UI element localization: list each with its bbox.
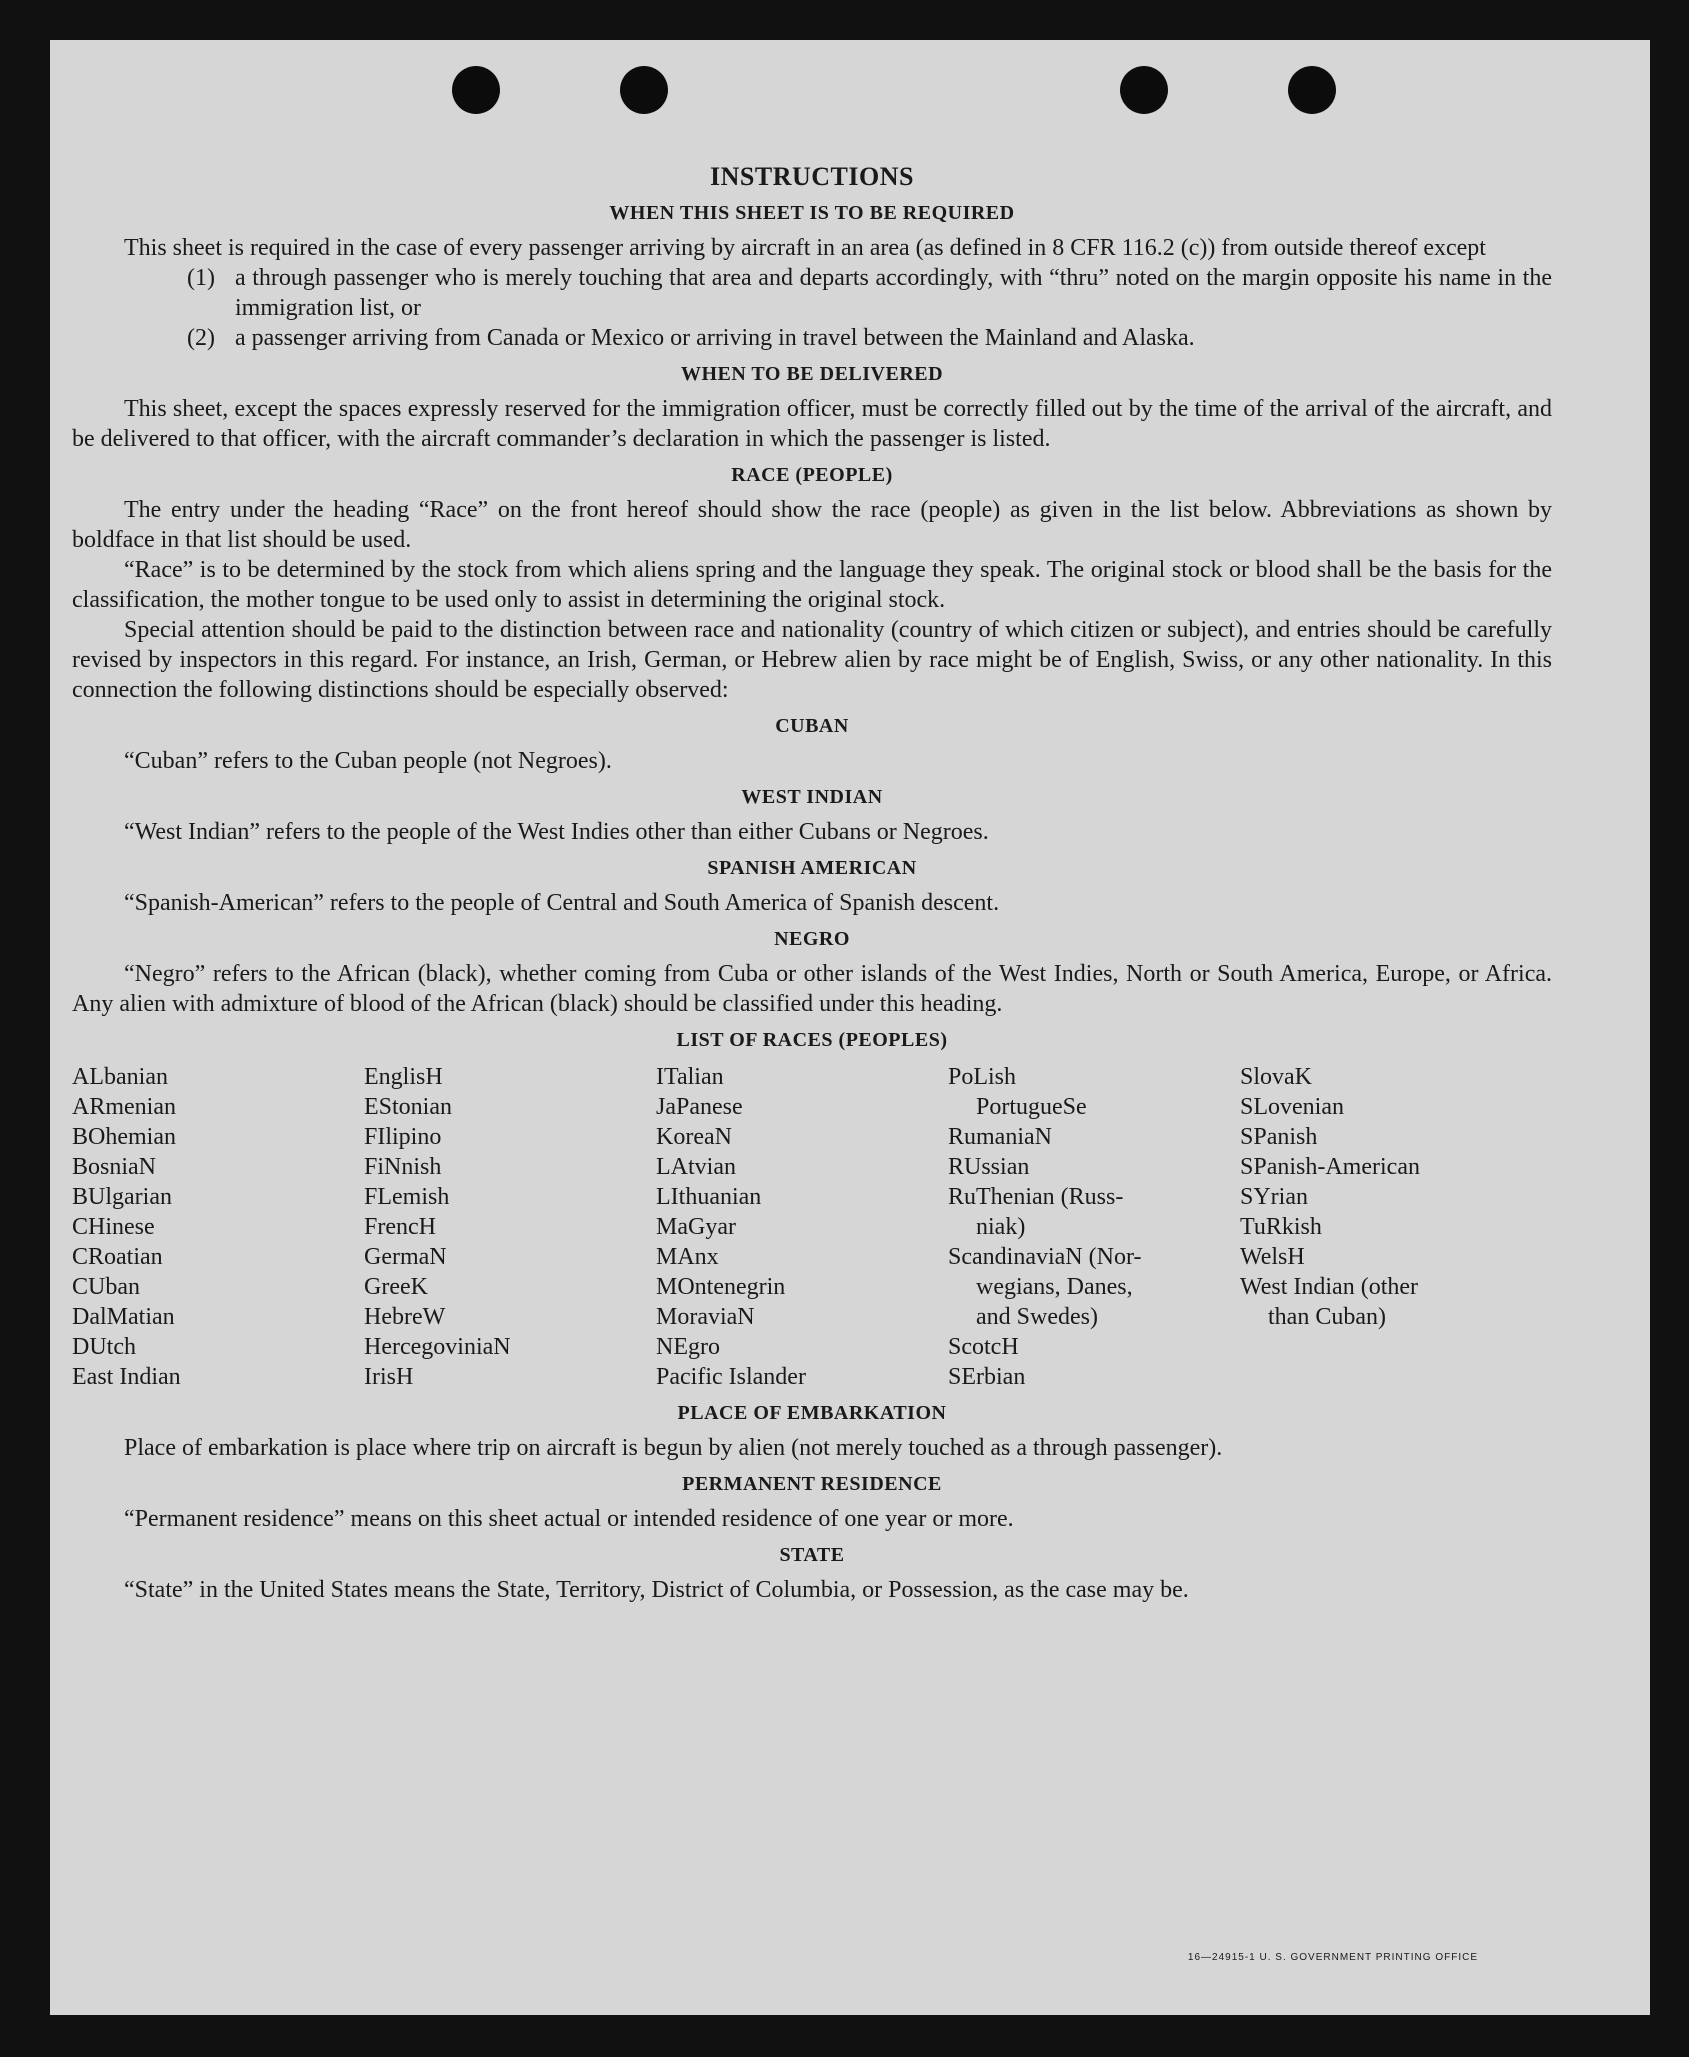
document-sheet [50,40,1650,2015]
race-entry: ALbanian [72,1064,168,1090]
race-entry-continuation: than Cuban) [1268,1304,1386,1330]
race-entry: RuThenian (Russ- [948,1184,1124,1210]
race-entry: TuRkish [1240,1214,1322,1240]
race-entry: DalMatian [72,1304,175,1330]
punch-hole [452,66,500,114]
cuban-heading: CUBAN [775,715,849,737]
race-entry: HebreW [364,1304,446,1330]
race-entry: RUssian [948,1154,1030,1180]
race-entry: DUtch [72,1334,136,1360]
race-entry: SErbian [948,1364,1026,1390]
races-column [656,1062,948,1392]
race-entry-continuation: niak) [976,1214,1026,1240]
race-entry-continuation: wegians, Danes, [976,1274,1133,1300]
exception-item [187,263,1552,323]
race-entry: SlovaK [1240,1064,1312,1090]
punch-hole [1120,66,1168,114]
when-required-heading: WHEN THIS SHEET IS TO BE REQUIRED [609,202,1015,224]
race-entry: West Indian (other [1240,1274,1419,1300]
race-entry: GreeK [364,1274,428,1300]
race-entry: HercegoviniaN [364,1334,511,1360]
printing-office-footer: 16—24915-1 U. S. GOVERNMENT PRINTING OFFICE [1187,1952,1478,1963]
race-entry: BUlgarian [72,1184,172,1210]
race-entry: JaPanese [656,1094,743,1120]
exception-number: (1) [187,265,215,291]
race-entry: BOhemian [72,1124,176,1150]
race-entry: CUban [72,1274,140,1300]
when-required-intro: This sheet is required in the case of every passenger arriving by aircraft in an area (as defined in 8 CFR 116.2 (c)) from outside thereof except [124,235,1486,261]
west-indian-heading: WEST INDIAN [741,786,883,808]
race-entry: SPanish-American [1240,1154,1420,1180]
races-list-heading: LIST OF RACES (PEOPLES) [676,1029,948,1051]
race-paragraph: “Race” is to be determined by the stock from which aliens spring and the language they speak. The original stock or blood shall be the basis for the classification, the mother tongue to be used only to assist in determining the original stock. [72,557,1552,613]
race-entry: SYrian [1240,1184,1308,1210]
negro-heading: NEGRO [774,928,850,950]
exception-text: a passenger arriving from Canada or Mexico or arriving in travel between the Mainland and Alaska. [235,325,1195,351]
cuban-text: “Cuban” refers to the Cuban people (not Negroes). [124,748,612,774]
race-entry: Pacific Islander [656,1364,806,1390]
race-entry-continuation: and Swedes) [976,1304,1098,1330]
residence-text: “Permanent residence” means on this sheet actual or intended residence of one year or more. [124,1506,1014,1532]
race-entry: MoraviaN [656,1304,755,1330]
races-list [72,1062,1552,1392]
page-title: INSTRUCTIONS [710,162,914,191]
race-entry: EnglisH [364,1064,443,1090]
exception-item [187,323,1552,353]
spanish-american-text: “Spanish-American” refers to the people of Central and South America of Spanish descent. [124,890,1000,916]
west-indian-text: “West Indian” refers to the people of the West Indies other than either Cubans or Negroes. [124,819,989,845]
races-column [364,1062,656,1392]
race-entry: SPanish [1240,1124,1318,1150]
races-column [948,1062,1240,1392]
race-entry: FiNnish [364,1154,442,1180]
state-text: “State” in the United States means the State, Territory, District of Columbia, or Possession, as the case may be. [124,1577,1189,1603]
race-paragraph: Special attention should be paid to the distinction between race and nationality (country of which citizen or subject), and entries should be carefully revised by inspectors in this regard. For instance, an Irish, German, or Hebrew alien by race might be of English, Swiss, or any other nationality. In this connection the following distinctions should be especially observed: [72,617,1552,703]
race-entry: East Indian [72,1364,181,1390]
embarkation-text: Place of embarkation is place where trip on aircraft is begun by alien (not merely touched as a through passenger). [124,1435,1223,1461]
race-entry: FLemish [364,1184,450,1210]
residence-heading: PERMANENT RESIDENCE [682,1473,942,1495]
race-entry: GermaN [364,1244,447,1270]
race-entry: ARmenian [72,1094,176,1120]
negro-text: “Negro” refers to the African (black), whether coming from Cuba or other islands of the West Indies, North or South America, Europe, or Africa. Any alien with admixture of blood of the African (black) should be classified under this heading. [72,961,1552,1017]
race-entry: MAnx [656,1244,719,1270]
race-entry: EStonian [364,1094,452,1120]
exception-text: a through passenger who is merely touching that area and departs accordingly, with “thru” noted on the margin opposite his name in the immigration list, or [235,265,1552,321]
state-heading: STATE [779,1544,845,1566]
race-entry: NEgro [656,1334,720,1360]
instructions-content [72,162,1552,1605]
race-entry: ITalian [656,1064,724,1090]
races-column [1240,1062,1532,1392]
race-entry: SLovenian [1240,1094,1344,1120]
exception-number: (2) [187,325,215,351]
race-entry: RumaniaN [948,1124,1052,1150]
race-entry: FIlipino [364,1124,442,1150]
race-entry: FrencH [364,1214,436,1240]
punch-hole [1288,66,1336,114]
race-entry: KoreaN [656,1124,732,1150]
race-entry: BosniaN [72,1154,156,1180]
race-paragraph: The entry under the heading “Race” on the front hereof should show the race (people) as given in the list below. Abbreviations as shown by boldface in that list should be used. [72,497,1552,553]
race-heading: RACE (PEOPLE) [731,464,893,486]
race-entry: IrisH [364,1364,414,1390]
race-entry: MOntenegrin [656,1274,786,1300]
race-entry: CRoatian [72,1244,163,1270]
when-delivered-heading: WHEN TO BE DELIVERED [680,363,944,385]
race-entry-continuation: PortugueSe [976,1094,1087,1120]
race-entry: ScandinaviaN (Nor- [948,1244,1142,1270]
race-entry: WelsH [1240,1244,1305,1270]
races-column [72,1062,364,1392]
when-delivered-text: This sheet, except the spaces expressly reserved for the immigration officer, must be correctly filled out by the time of the arrival of the aircraft, and be delivered to that officer, with the aircraft commander’s declaration in which the passenger is listed. [72,396,1552,452]
race-entry: PoLish [948,1064,1017,1090]
embarkation-heading: PLACE OF EMBARKATION [677,1402,947,1424]
spanish-american-heading: SPANISH AMERICAN [707,857,917,879]
race-entry: CHinese [72,1214,155,1240]
punch-hole [620,66,668,114]
race-entry: LAtvian [656,1154,736,1180]
race-entry: MaGyar [656,1214,736,1240]
race-entry: ScotcH [948,1334,1019,1360]
race-entry: LIthuanian [656,1184,762,1210]
